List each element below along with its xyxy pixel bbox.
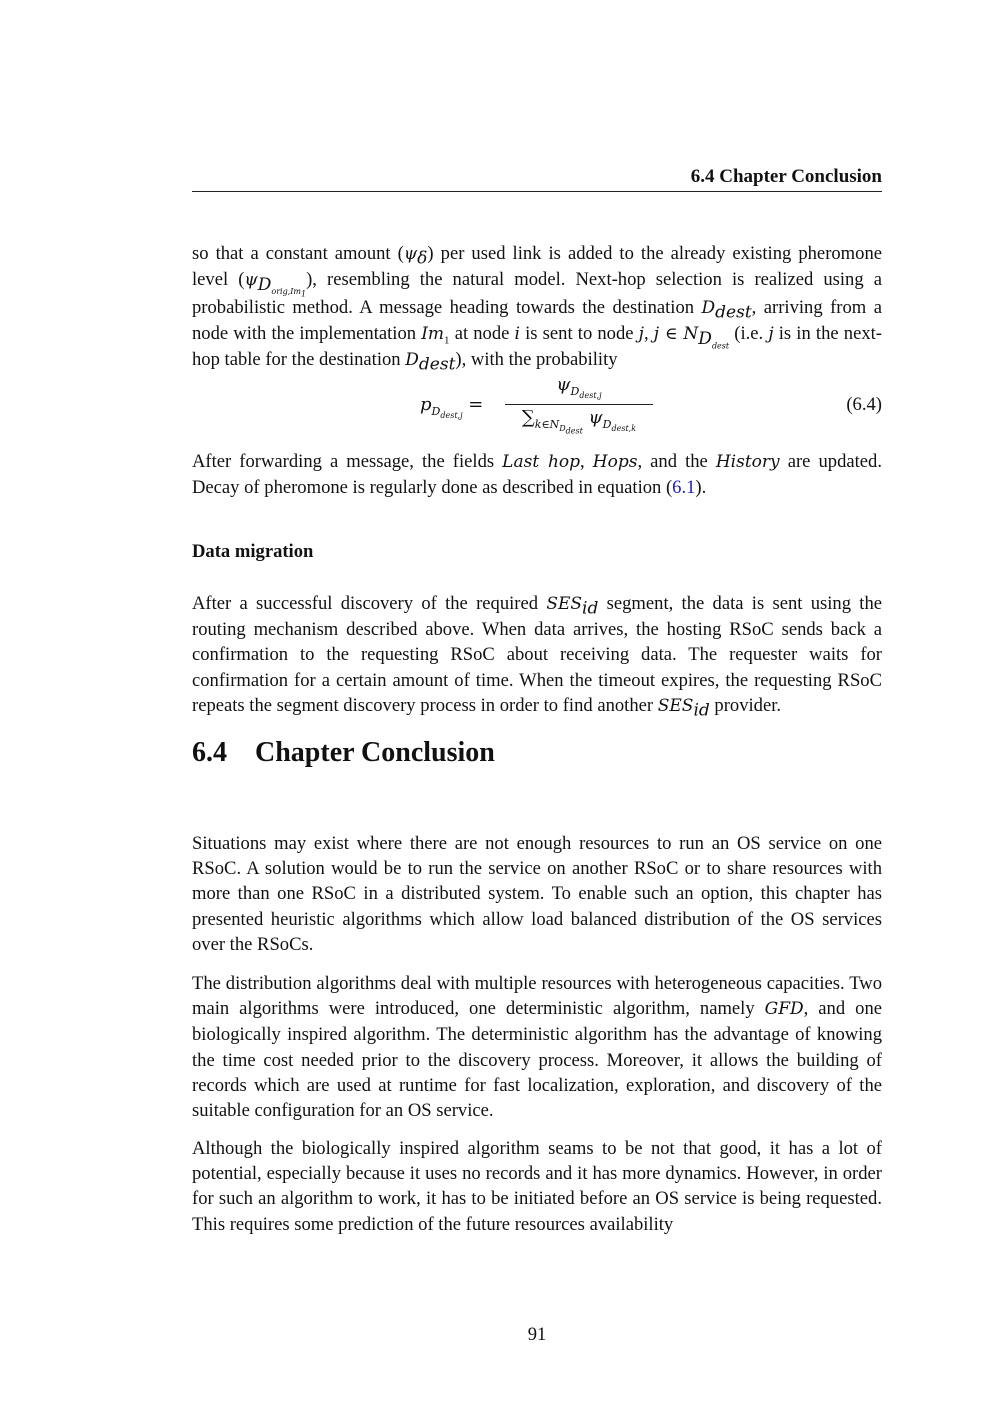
running-header: 6.4 Chapter Conclusion (690, 166, 882, 187)
paragraph-forwarding: After forwarding a message, the fields Last hop, Hops, and the History are updated. Decay of pheromone is regularly done as described in equation (6.1). (192, 451, 882, 499)
fraction-denominator: $\sum_{k\in N_{D_{dest}}}$ $\psi_{D_{dest,k}}$ (521, 407, 637, 436)
equation-ref-link[interactable]: 6.1 (672, 477, 696, 499)
paragraph-data-migration: After a successful discovery of the required $SES_{id}$ segment, the data is sent using the routing mechanism described above. When data arrives, the hosting RSoC sends back a confirmation to the requesting RSoC about receiving data. The requester waits for confirmation for a certain amount of time. When the timeout expires, the requesting RSoC repeats the segment discovery process in order to find another $SES_{id}$ provider. (192, 593, 882, 721)
paragraph-conclusion-1: Situations may exist where there are not enough resources to run an OS service on one RSoC. A solution would be to run the service on another RSoC or to share resources with more than one RSoC in a distributed system. To enable such an option, this chapter has presented heuristic algorithms which allow load balanced distribution of the OS services over the RSoCs. (192, 833, 882, 955)
equation-6-4 (192, 374, 882, 438)
paragraph-conclusion-2: The distribution algorithms deal with multiple resources with heterogeneous capacities. Two main algorithms were introduced, one deterministic algorithm, namely GFD, and one biologically inspired algorithm. The deterministic algorithm has the advantage of knowing the time cost needed prior to the discovery process. Moreover, it allows the building of records which are used at runtime for fast localization, exploration, and discovery of the suitable configuration for an OS service. (192, 973, 883, 1122)
page-number: 91 (527, 1324, 547, 1345)
equation-number: (6.4) (846, 394, 882, 415)
section-title: Chapter Conclusion (255, 737, 495, 768)
section-number: 6.4 (192, 737, 227, 768)
fraction-numerator: $\psi_{D_{dest,j}}$ (556, 374, 602, 400)
paragraph-conclusion-3: Although the biologically inspired algorithm seams to be not that good, it has a lot of potential, especially because it uses no records and it has more dynamics. However, in order for such an algorithm to work, it has to be initiated before an OS service is being requested. This requires some prediction of the future resources availability (192, 1138, 882, 1235)
subsection-heading: Data migration (192, 541, 314, 562)
section-heading (192, 737, 495, 769)
page (192, 0, 882, 1414)
paragraph-routing: so that a constant amount $(\psi_\delta)$ per used link is added to the already existing pheromone level $(\psi_{D_{orig,Im_1}})$, resembling the natural model. Next-hop selection is realized using a probabilistic method. A message heading towards the destination $D_{dest}$, arriving from a node with the implementation $Im_1$ at node i is sent to node j, j ∈ $N_{D_{dest}}$ (i.e. j is in the next-hop table for the destination $D_{dest}$), with the probability (192, 243, 882, 376)
header-rule (192, 191, 882, 192)
equation-lhs: $p_{D_{dest,j}}$ = (420, 394, 484, 420)
equation-fraction (505, 374, 653, 436)
